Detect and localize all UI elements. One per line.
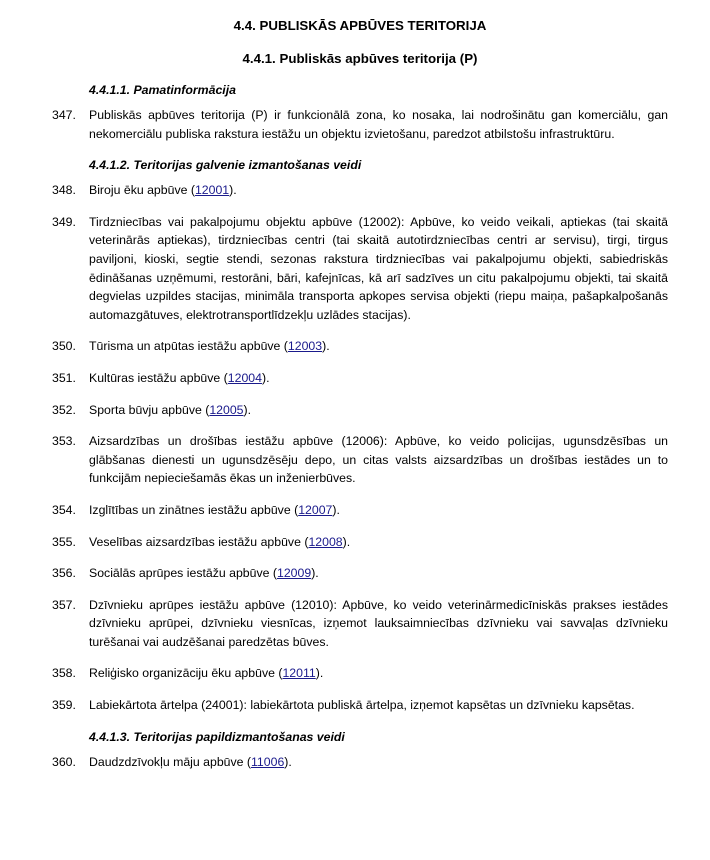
item-text-part: Kultūras iestāžu apbūve ( — [89, 370, 228, 385]
list-item — [52, 596, 668, 652]
list-item — [52, 213, 668, 325]
item-text — [89, 753, 668, 772]
item-text-part: Biroju ēku apbūve ( — [89, 183, 195, 198]
item-text — [89, 501, 668, 520]
use-code-link[interactable]: 12005 — [209, 402, 244, 417]
item-text: Publiskās apbūves teritorija (P) ir funkcionālā zona, ko nosaka, lai nodrošinātu gan komerciālu, gan nekomerciālu publiska rakstura iestāžu un objektu izvietošanu, paredzot atbilstošu infrastruktūru. — [89, 108, 668, 141]
use-code-link[interactable]: 12009 — [276, 566, 312, 581]
item-number: 351. — [52, 370, 76, 385]
item-number: 348. — [52, 183, 76, 198]
list-item — [52, 564, 668, 583]
use-code-link[interactable]: 12007 — [298, 502, 333, 517]
use-code-link[interactable]: 12003 — [287, 339, 323, 354]
item-text: Labiekārtota ārtelpa (24001): labiekārtota publiskā ārtelpa, izņemot kapsētas un dzīvnieku kapsētas. — [89, 698, 635, 713]
list-item — [52, 432, 668, 488]
list-item — [52, 337, 668, 356]
item-text-part: Veselības aizsardzības iestāžu apbūve ( — [89, 534, 309, 549]
section-heading: 4.4.1. Publiskās apbūves teritorija (P) — [242, 51, 478, 66]
list-item — [52, 401, 668, 420]
item-text: Aizsardzības un drošības iestāžu apbūve (12006): Apbūve, ko veido policijas, ugunsdzēsības un glābšanas dienesti un ugunsdzēsēju depo, un citas valsts aizsardzības un drošības iestādes un to funkcijām nepieciešamās ēkas un inženierbūves. — [89, 434, 668, 486]
item-text-part: Izglītības un zinātnes iestāžu apbūve ( — [89, 502, 299, 517]
use-code-link[interactable]: 12011 — [282, 666, 316, 681]
list-item — [52, 696, 668, 715]
item-text: Tirdzniecības vai pakalpojumu objektu apbūve (12002): Apbūve, ko veido veikali, aptiekas (tai skaitā veterinārās aptiekas), tirdzniecības centri (tai skaitā autotirdzniecības centri ar servisu), tirgi, tirgus paviljoni, kioski, segtie stendi, sezonas rakstura tirdzniecības vai pakalpojumu objekti, sabiedriskās ēdināšanas uzņēmumi, restorāni, bāri, kafejnīcas, kā arī sadzīves un citu pakalpojumu objekti, tai skaitā degvielas uzpildes stacijas, minimāla transporta apkopes servisa objekti (riepu maiņa, pašapkalpošanās automazgātuves, elektrotransportlīdzekļu uzlādes stacijas). — [89, 214, 668, 322]
item-number: 347. — [52, 108, 76, 122]
item-number: 358. — [52, 666, 76, 681]
item-text-part: Reliģisko organizāciju ēku apbūve ( — [89, 666, 283, 681]
item-text-part: Tūrisma un atpūtas iestāžu apbūve ( — [89, 339, 288, 354]
item-number: 350. — [52, 339, 76, 354]
use-code-link[interactable]: 12004 — [227, 370, 262, 385]
use-code-link[interactable]: 11006 — [251, 754, 285, 769]
item-text-part: Sociālās aprūpes iestāžu apbūve ( — [89, 566, 277, 581]
item-number: 356. — [52, 566, 76, 581]
item-text-part: ). — [342, 534, 351, 549]
item-text — [89, 337, 668, 356]
item-text — [89, 401, 668, 420]
list-item — [52, 369, 668, 388]
list-item — [52, 664, 668, 683]
item-text-part: ). — [284, 754, 292, 769]
subsection-heading-additional-uses: 4.4.1.3. Teritorijas papildizmantošanas veidi — [89, 729, 345, 744]
item-text-part: ). — [332, 502, 340, 517]
list-item — [52, 753, 668, 772]
item-text — [89, 564, 668, 583]
item-text — [89, 664, 668, 683]
item-number: 359. — [52, 698, 76, 713]
item-text-part: ). — [315, 666, 324, 681]
use-code-link[interactable]: 12001 — [194, 183, 230, 198]
item-text — [89, 533, 668, 552]
list-item — [52, 501, 668, 520]
item-number: 355. — [52, 534, 76, 549]
list-item — [52, 106, 668, 143]
item-text — [89, 369, 668, 388]
item-text-part: Daudzdzīvokļu māju apbūve ( — [89, 754, 251, 769]
item-text-part: ). — [229, 183, 237, 198]
item-number: 357. — [52, 597, 76, 612]
chapter-heading: 4.4. PUBLISKĀS APBŪVES TERITORIJA — [233, 18, 487, 33]
item-number: 349. — [52, 214, 76, 229]
item-text — [89, 181, 668, 200]
item-text-part: ). — [322, 339, 330, 354]
item-text-part: ). — [243, 402, 252, 417]
item-text-part: ). — [311, 566, 319, 581]
subsection-heading-main-uses: 4.4.1.2. Teritorijas galvenie izmantošanas veidi — [89, 158, 362, 173]
list-item — [52, 181, 668, 200]
subsection-heading-basic-info: 4.4.1.1. Pamatinformācija — [89, 83, 236, 97]
item-number: 352. — [52, 402, 76, 417]
list-item — [52, 533, 668, 552]
item-number: 360. — [52, 754, 76, 769]
item-text: Dzīvnieku aprūpes iestāžu apbūve (12010): Apbūve, ko veido veterinārmedicīniskās prakses iestādes dzīvnieku aprūpei, dzīvnieku viesnīcas, izņemot lauksaimniecības dzīvnieku vai savvaļas dzīvnieku turēšanai vai audzēšanai paredzētas būves. — [89, 597, 668, 649]
item-text-part: Sporta būvju apbūve ( — [89, 402, 210, 417]
item-number: 354. — [52, 502, 76, 517]
item-text-part: ). — [261, 370, 270, 385]
item-number: 353. — [52, 434, 76, 449]
use-code-link[interactable]: 12008 — [308, 534, 343, 549]
